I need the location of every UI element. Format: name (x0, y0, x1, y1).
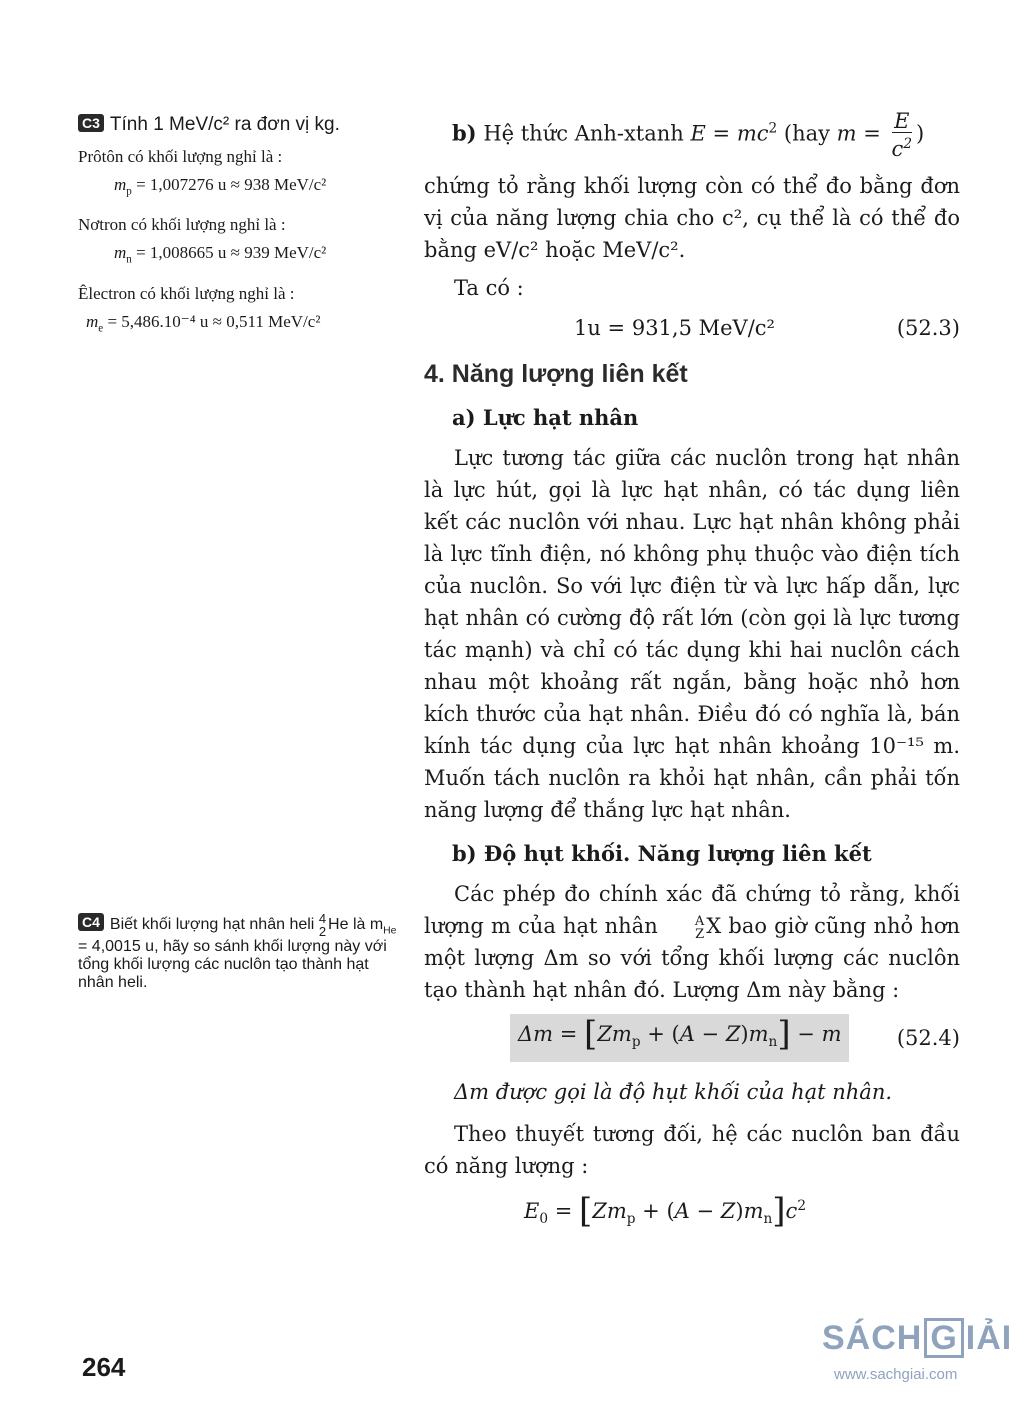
para-relativity: Theo thuyết tương đối, hệ các nuclôn ban đầu có năng lượng : (424, 1122, 960, 1179)
ta-co: Ta có : (454, 276, 524, 300)
subheading-a: a) Lực hạt nhân (452, 405, 639, 430)
b-text: Hệ thức Anh-xtanh (483, 121, 684, 146)
equation-52-3 (424, 312, 960, 344)
eq-52-3-number: (52.3) (896, 316, 960, 340)
c4-text-before: Biết khối lượng hạt nhân heli (109, 916, 315, 934)
neutron-label: Nơtron có khối lượng nghỉ là : (78, 215, 286, 235)
electron-formula: $m_e = 5,486.10^{-4}$ u ≈ 0,511 MeV/c² (86, 311, 321, 335)
eq-52-4-body: $\Delta m = [Zm_p + (A - Z)m_n] - m$ (510, 1014, 849, 1062)
watermark-url: www.sachgiai.com (834, 1366, 958, 1383)
para-b2: bao giờ cũng nhỏ hơn một lượng Δm so với tổng khối lượng các nuclôn tạo thành hạt nhân đó. Lượng Δm này bằng : (424, 914, 960, 1002)
watermark-brand-box: G (924, 1318, 963, 1358)
watermark-brand-left: SÁCH (822, 1319, 923, 1357)
c3-block (78, 112, 408, 339)
einstein-line: b) Hệ thức Anh-xtanh $E = mc^2$ (hay m = $\frac{E}{c^2}$ ) (452, 109, 925, 161)
proton-formula: $m_p = 1,007276$ u ≈ 938 MeV/c² (114, 175, 327, 198)
watermark-brand-right: IẢI (965, 1319, 1013, 1357)
section-heading-4: 4. Năng lượng liên kết (424, 360, 688, 388)
c4-badge: C4 (78, 913, 104, 931)
c3-badge: C3 (78, 114, 104, 132)
e-over-c2: $\frac{E}{c^2}$ (891, 109, 912, 161)
eq-52-3-body: 1u = 931,5 MeV/c² (574, 316, 775, 340)
nuclide-azx: A Z (694, 913, 705, 942)
main-column (424, 110, 960, 1235)
b-hay: (hay (783, 121, 830, 146)
para-nuclear-force: Lực tương tác giữa các nuclôn trong hạt nhân là lực hút, gọi là lực hạt nhân, có tác dụng liên kết các nuclôn với nhau. Lực hạt nhân không phải là lực tĩnh điện, nó không phụ thuộc vào điện tích của nuclôn. So với lực điện từ và lực hấp dẫn, lực hạt nhân có cường độ rất lớn (còn gọi là lực tương tác mạnh) và chỉ có tác dụng khi hai nuclôn cách nhau một khoảng rất ngắn, bằng hoặc nhỏ hơn kích thước của hạt nhân. Điều đó có nghĩa là, bán kính tác dụng của lực hạt nhân khoảng 10⁻¹⁵ m. Muốn tách nuclôn ra khỏi hạt nhân, cần phải tốn năng lượng để thắng lực hạt nhân. (424, 446, 960, 822)
watermark-brand (822, 1318, 1018, 1358)
proton-label: Prôtôn có khối lượng nghỉ là : (78, 147, 283, 166)
c4-text-mid: He là m (328, 916, 384, 934)
c3-question-text: Tính 1 MeV/c² ra đơn vị kg. (109, 114, 340, 135)
electron-label: Êlectron có khối lượng nghỉ là : (78, 283, 295, 303)
equation-52-4 (424, 1014, 960, 1062)
eq-52-4-number: (52.4) (896, 1026, 960, 1051)
c3-question (78, 112, 408, 138)
c4-text-after: = 4,0015 u, hãy so sánh khối lượng này với tổng khối lượng các nuclôn tạo thành hạt nhân heli. (78, 938, 387, 991)
para-mass-defect: Các phép đo chính xác đã chứng tỏ rằng, khối lượng m của hạt nhân A Z X bao giờ cũng nhỏ hơn một lượng Δm so với tổng khối lượng các nuclôn tạo thành hạt nhân đó. Lượng Δm này bằng : (424, 882, 960, 1002)
electron-formula-text: = 5,486.10⁻⁴ u ≈ 0,511 MeV/c² (107, 311, 321, 331)
mass-defect-definition: Δm được gọi là độ hụt khối của hạt nhân. (454, 1080, 893, 1105)
sachgiai-watermark (822, 1318, 1018, 1398)
proton-formula-text: = 1,007276 u ≈ 938 MeV/c² (136, 175, 327, 194)
para-b1: Các phép đo chính xác đã chứng tỏ rằng, khối lượng m của hạt nhân (424, 882, 960, 938)
neutron-formula: $m_n = 1,008665$ u ≈ 939 MeV/c² (114, 243, 327, 266)
helium-nuclide: 4 2 (318, 911, 327, 939)
neutron-formula-text: = 1,008665 u ≈ 939 MeV/c² (136, 243, 327, 263)
page-number: 264 (82, 1352, 126, 1382)
b-label: b) (452, 120, 477, 146)
c4-block: C4 Biết khối lượng hạt nhân heli 4 2 He là $m_{He} = 4,0015$ u, hãy so sánh khối lượng này với tổng khối lượng các nuclôn tạo thành hạt nhân heli. (78, 911, 397, 991)
subheading-b: b) Độ hụt khối. Năng lượng liên kết (452, 841, 872, 866)
equation-e0: $E_0 = [Zm_p + (A - Z)m_n]c^2$ (524, 1191, 806, 1232)
para-mass-units: chứng tỏ rằng khối lượng còn có thể đo bằng đơn vị của năng lượng chia cho c², cụ thể là có thể đo bằng eV/c² hoặc MeV/c². (424, 174, 960, 262)
